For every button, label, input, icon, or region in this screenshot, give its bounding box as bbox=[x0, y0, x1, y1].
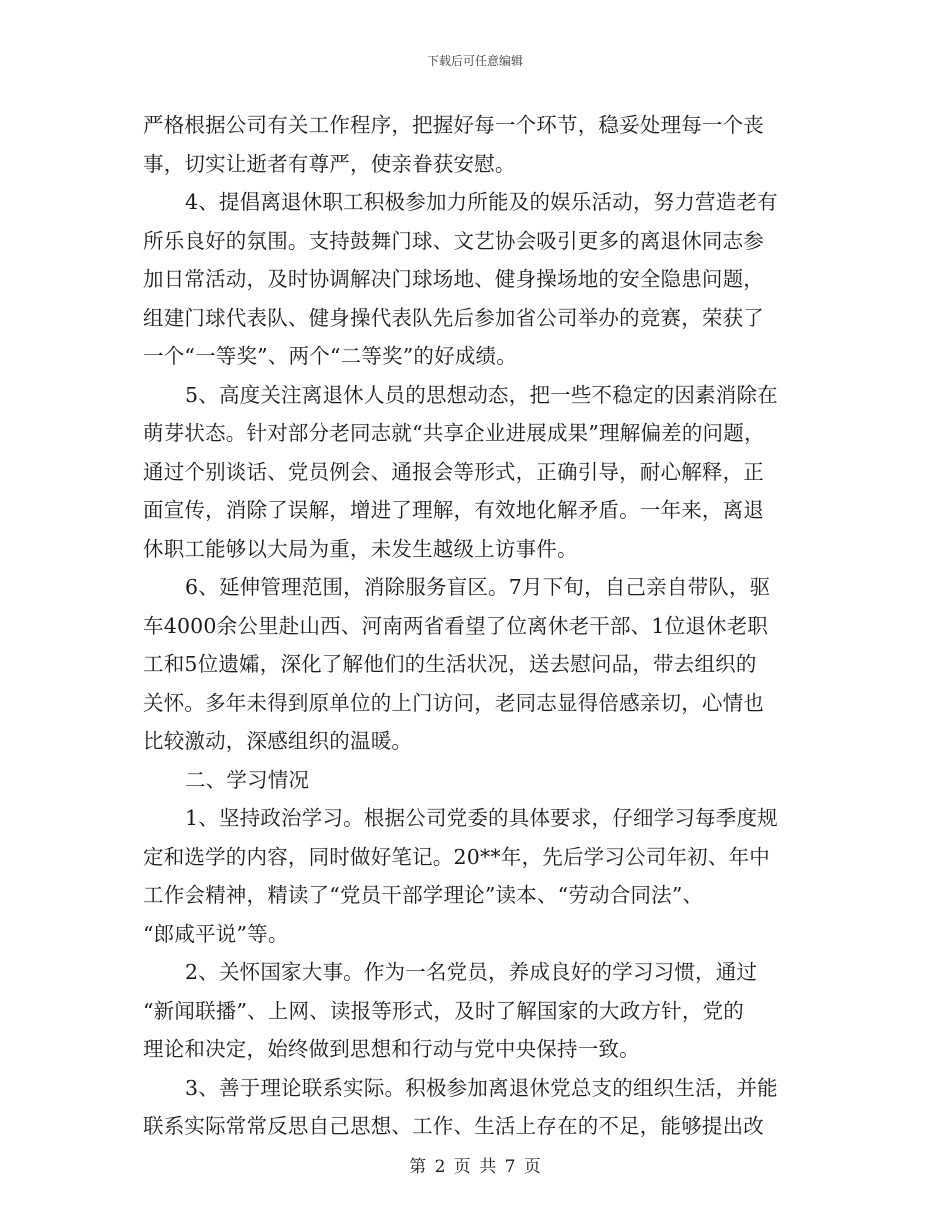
section-heading: 二、学习情况 bbox=[185, 767, 310, 792]
text-line: 联系实际常常反思自己思想、工作、生活上存在的不足，能够提出改 bbox=[143, 1114, 764, 1138]
text-line: 严格根据公司有关工作程序，把握好每一个环节，稳妥处理每一个丧 bbox=[143, 113, 764, 137]
text-line: 车4000余公里赴山西、河南两省看望了位离休老干部、1位退休老职 bbox=[143, 613, 769, 638]
text-line: 一个“一等奖”、两个“二等奖”的好成绩。 bbox=[143, 344, 517, 368]
paragraph-start-line: 4、提倡离退休职工积极参加力所能及的娱乐活动，努力营造老有 bbox=[185, 190, 778, 214]
paragraph-start-line: 3、善于理论联系实际。积极参加离退休党总支的组织生活，并能 bbox=[185, 1075, 778, 1100]
paragraph-start-line: 6、延伸管理范围，消除服务盲区。7月下旬，自己亲自带队，驱 bbox=[185, 575, 771, 599]
text-line: 休职工能够以大局为重，未发生越级上访事件。 bbox=[143, 536, 578, 561]
text-line: 理论和决定，始终做到思想和行动与党中央保持一致。 bbox=[143, 1037, 640, 1061]
text-line: 工作会精神，精读了“党员干部学理论”读本、“劳动合同法”、 bbox=[143, 883, 704, 907]
text-line: 事，切实让逝者有尊严，使亲眷获安慰。 bbox=[143, 151, 516, 176]
document-body bbox=[143, 106, 803, 1146]
text-line: 组建门球代表队、健身操代表队先后参加省公司举办的竞赛，荣获了 bbox=[143, 305, 764, 330]
text-line: 萌芽状态。针对部分老同志就“共享企业进展成果”理解偏差的问题， bbox=[143, 421, 765, 445]
text-line: 面宣传，消除了误解，增进了理解，有效地化解矛盾。一年来，离退 bbox=[143, 498, 764, 522]
text-line: 工和5位遗孀，深化了解他们的生活状况，送去慰问品，带去组织的 bbox=[143, 652, 757, 676]
paragraph-start-line: 2、关怀国家大事。作为一名党员，养成良好的学习习惯，通过 bbox=[185, 960, 758, 984]
paragraph-start-line: 1、坚持政治学习。根据公司党委的具体要求，仔细学习每季度规 bbox=[185, 806, 778, 830]
text-line: 加日常活动，及时协调解决门球场地、健身操场地的安全隐患问题， bbox=[143, 267, 764, 291]
page-number-footer: 第 2 页 共 7 页 bbox=[409, 1157, 541, 1177]
paragraph-start-line: 5、高度关注离退休人员的思想动态，把一些不稳定的因素消除在 bbox=[185, 382, 778, 407]
page-header-note: 下载后可任意编辑 bbox=[426, 54, 523, 68]
text-line: 所乐良好的氛围。支持鼓舞门球、文艺协会吸引更多的离退休同志参 bbox=[143, 228, 764, 253]
text-line: “新闻联播”、上网、读报等形式，及时了解国家的大政方针，党的 bbox=[143, 998, 744, 1023]
text-line: “郎咸平说”等。 bbox=[143, 921, 289, 946]
text-line: 关怀。多年未得到原单位的上门访问，老同志显得倍感亲切，心情也 bbox=[143, 690, 764, 715]
text-line: 通过个别谈话、党员例会、通报会等形式，正确引导，耐心解释，正 bbox=[143, 459, 764, 484]
text-line: 定和选学的内容，同时做好笔记。20**年，先后学习公司年初、年中 bbox=[143, 844, 770, 869]
text-line: 比较激动，深感组织的温暖。 bbox=[143, 729, 413, 753]
